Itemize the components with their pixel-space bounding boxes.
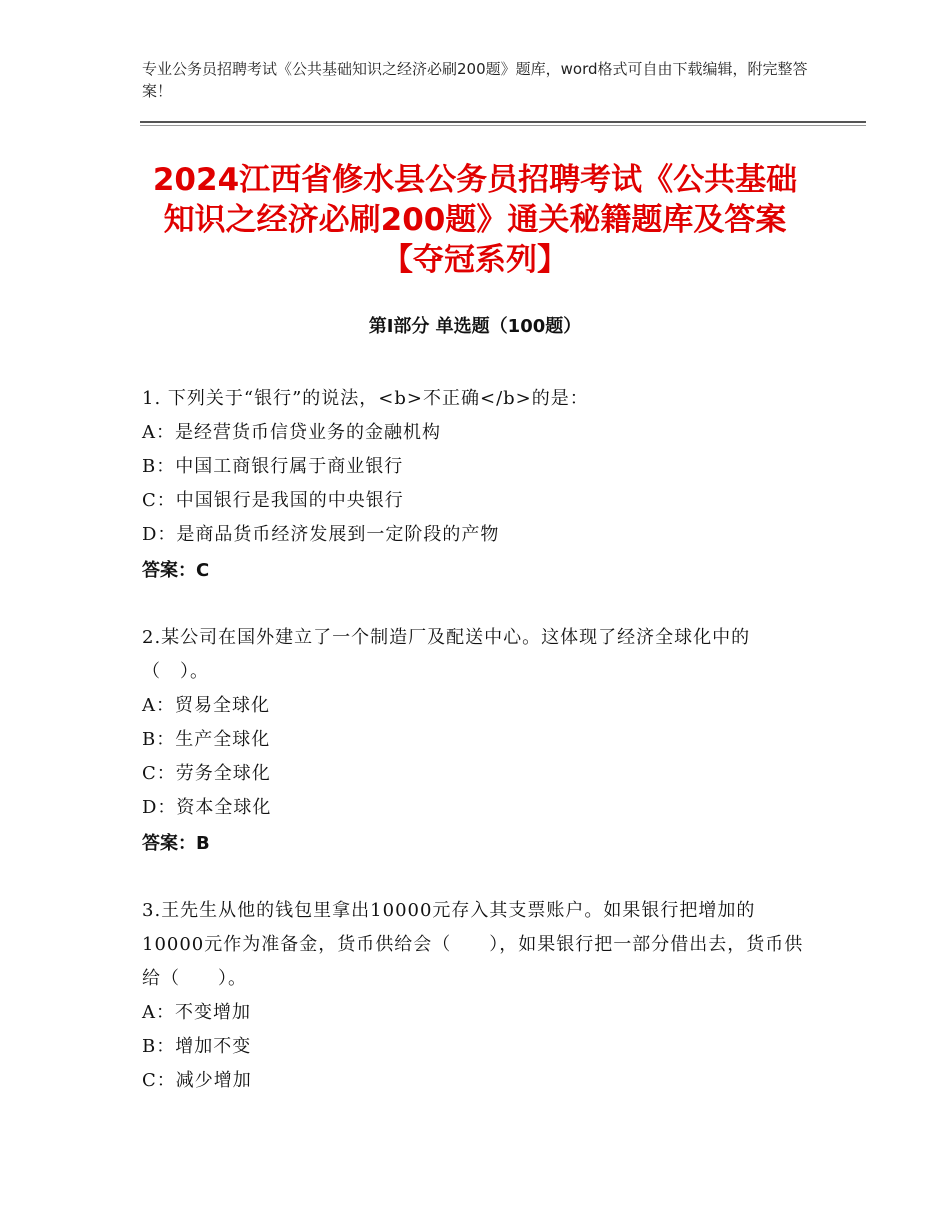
option-b: B：中国工商银行属于商业银行	[142, 456, 404, 477]
document-title: 2024江西省修水县公务员招聘考试《公共基础知识之经济必刷200题》通关秘籍题库及答案【夺冠系列】	[152, 162, 798, 278]
option-b: B：生产全球化	[142, 729, 271, 750]
header-note: 专业公务员招聘考试《公共基础知识之经济必刷200题》题库，word格式可自由下载编辑，附完整答案！	[142, 60, 808, 100]
question-stem: 2.某公司在国外建立了一个制造厂及配送中心。这体现了经济全球化中的（ ）。	[142, 627, 751, 682]
option-c: C：减少增加	[142, 1070, 252, 1091]
option-d: D：是商品货币经济发展到一定阶段的产物	[142, 524, 500, 545]
question-stem: 1. 下列关于“银行”的说法，<b>不正确</b>的是：	[142, 388, 589, 409]
option-c: C：中国银行是我国的中央银行	[142, 490, 404, 511]
option-a: A：是经营货币信贷业务的金融机构	[142, 422, 441, 443]
question-1	[142, 382, 810, 588]
section-title: 第Ⅰ部分 单选题（100题）	[368, 316, 582, 337]
answer: 答案：B	[142, 833, 210, 854]
question-2	[142, 621, 810, 861]
header-divider-thin	[140, 125, 866, 126]
question-list	[142, 382, 810, 1131]
option-a: A：不变增加	[142, 1002, 251, 1023]
question-3	[142, 894, 810, 1098]
option-d: D：资本全球化	[142, 797, 272, 818]
header-divider	[140, 121, 866, 123]
option-a: A：贸易全球化	[142, 695, 270, 716]
option-c: C：劳务全球化	[142, 763, 271, 784]
question-stem: 3.王先生从他的钱包里拿出10000元存入其支票账户。如果银行把增加的10000元作为准备金，货币供给会（ ），如果银行把一部分借出去，货币供给（ ）。	[142, 900, 804, 989]
answer: 答案：C	[142, 560, 210, 581]
option-b: B：增加不变	[142, 1036, 252, 1057]
